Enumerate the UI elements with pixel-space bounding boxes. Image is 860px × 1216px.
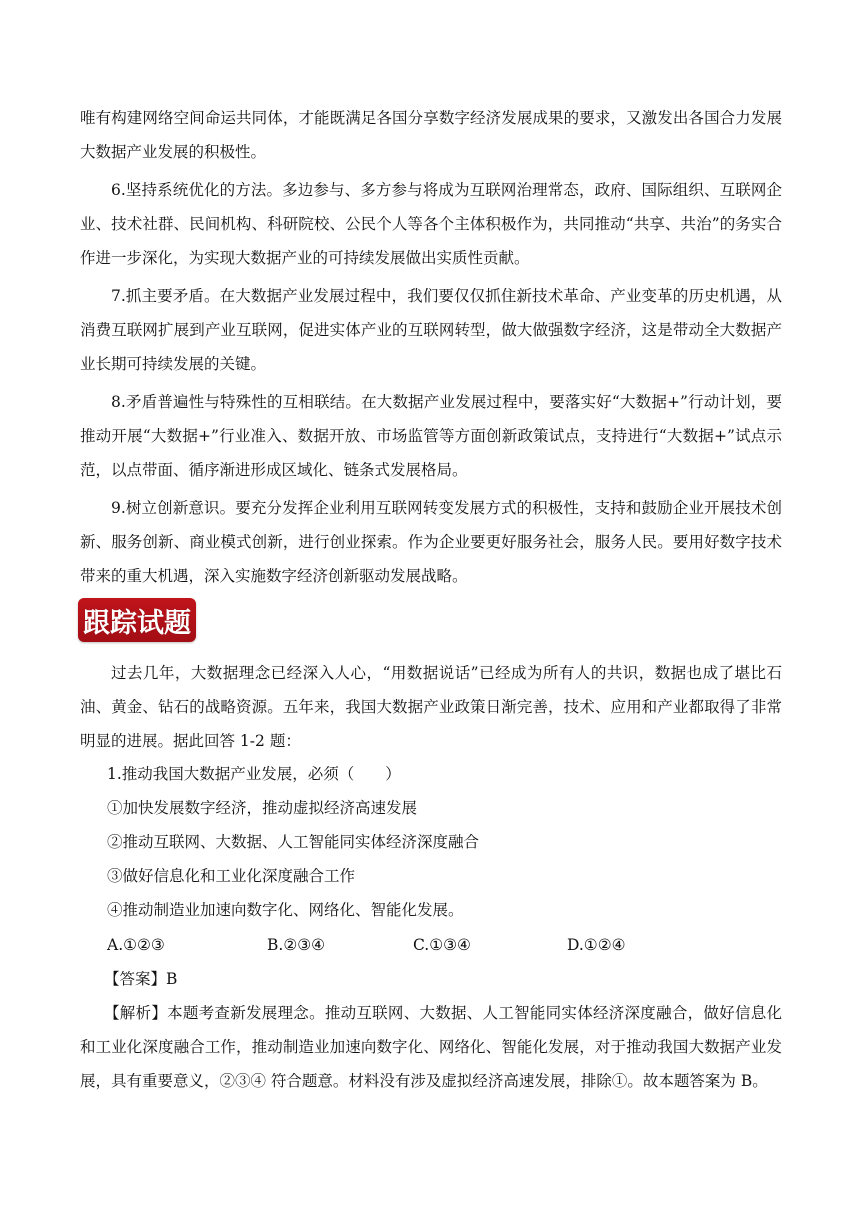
option-d: D.①②④ xyxy=(567,936,626,954)
analysis-text: 【解析】本题考查新发展理念。推动互联网、大数据、人工智能同实体经济深度融合，做好信息化和工业化深度融合工作，推动制造业加速向数字化、网络化、智能化发展，对于推动我国大数据产业发展，具有重要意义，②③④ 符合题意。材料没有涉及虚拟经济高速发展，排除①。故本题答案为 B。 xyxy=(80,1004,782,1090)
option-b: B.②③④ xyxy=(267,936,326,954)
statement-4: ④推动制造业加速向数字化、网络化、智能化发展。 xyxy=(107,901,464,919)
paragraph-point-6: 6.坚持系统优化的方法。多边参与、多方参与将成为互联网治理常态，政府、国际组织、互联网企业、技术社群、民间机构、科研院校、公民个人等各个主体积极作为，共同推动“共享、共治”的务实合作进一步深化，为实现大数据产业的可持续发展做出实质性贡献。 xyxy=(80,181,782,267)
statement-1: ①加快发展数字经济，推动虚拟经济高速发展 xyxy=(107,799,418,817)
paragraph-point-8: 8.矛盾普遍性与特殊性的互相联结。在大数据产业发展过程中，要落实好“大数据+”行动计划，要推动开展“大数据+”行业准入、数据开放、市场监管等方面创新政策试点，支持进行“大数据+”试点示范，以点带面、循序渐进形成区域化、链条式发展格局。 xyxy=(80,393,782,479)
option-c: C.①③④ xyxy=(413,936,471,954)
question-stem: 1.推动我国大数据产业发展，必须（ ） xyxy=(107,765,401,783)
statement-2: ②推动互联网、大数据、人工智能同实体经济深度融合 xyxy=(107,833,480,851)
paragraph-point-7: 7.抓主要矛盾。在大数据产业发展过程中，我们要仅仅抓住新技术革命、产业变革的历史机遇，从消费互联网扩展到产业互联网，促进实体产业的互联网转型，做大做强数字经济，这是带动全大数据产业长期可持续发展的关键。 xyxy=(80,287,782,373)
section-banner-title: 跟踪试题 xyxy=(83,607,191,639)
answer-label: 【答案】B xyxy=(104,970,178,988)
section-banner xyxy=(78,598,196,642)
option-a: A.①②③ xyxy=(107,936,165,954)
statement-3: ③做好信息化和工业化深度融合工作 xyxy=(107,867,356,885)
question-intro: 过去几年，大数据理念已经深入人心，“用数据说话”已经成为所有人的共识，数据也成了堪比石油、黄金、钻石的战略资源。五年来，我国大数据产业政策日渐完善，技术、应用和产业都取得了非常明显的进展。据此回答 1-2 题： xyxy=(80,664,782,750)
paragraph-intro-continuation: 唯有构建网络空间命运共同体，才能既满足各国分享数字经济发展成果的要求，又激发出各国合力发展大数据产业发展的积极性。 xyxy=(80,109,782,161)
paragraph-point-9: 9.树立创新意识。要充分发挥企业利用互联网转变发展方式的积极性，支持和鼓励企业开展技术创新、服务创新、商业模式创新，进行创业探索。作为企业要更好服务社会，服务人民。要用好数字技术带来的重大机遇，深入实施数字经济创新驱动发展战略。 xyxy=(80,499,782,585)
